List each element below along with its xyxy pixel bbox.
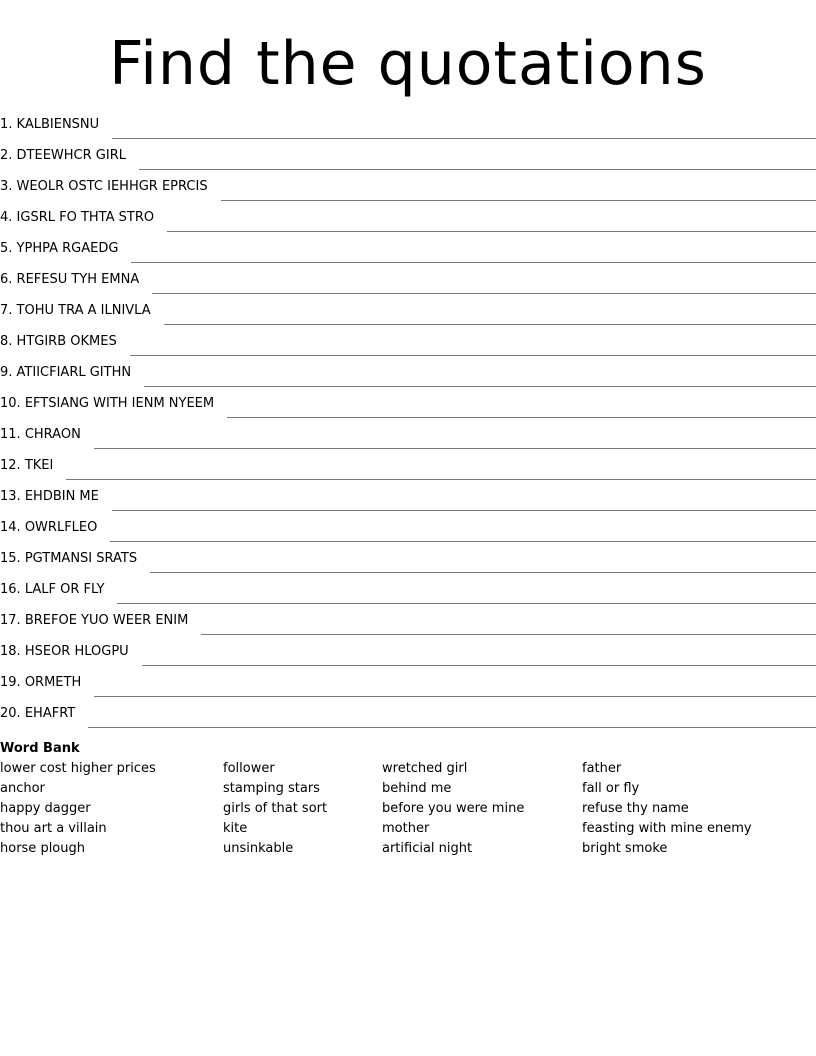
answer-line[interactable] [201,616,816,635]
word-bank-item: stamping stars [223,781,320,796]
question-number: 3. [0,179,13,194]
answer-line[interactable] [112,120,816,139]
question-row [0,481,816,512]
scrambled-word: WEOLR OSTC IEHHGR EPRCIS [16,179,208,194]
question-number: 6. [0,272,13,287]
scrambled-word: EFTSIANG WITH IENM NYEEM [24,396,215,411]
question-number: 9. [0,365,13,380]
question-row [0,450,816,481]
answer-line[interactable] [164,306,816,325]
answer-line[interactable] [150,554,816,573]
word-bank-item: before you were mine [382,801,525,816]
scrambled-word: OWRLFLEO [24,520,98,535]
word-bank-column-1 [0,759,156,859]
word-bank-item: behind me [382,781,452,796]
question-text [0,643,129,667]
word-bank [0,739,816,856]
word-bank-item: feasting with mine enemy [582,821,752,836]
word-bank-item: bright smoke [582,841,668,856]
question-row [0,202,816,233]
scrambled-word: BREFOE YUO WEER ENIM [24,613,189,628]
answer-line[interactable] [117,585,816,604]
question-text [0,240,118,264]
question-row [0,419,816,450]
question-number: 13. [0,489,21,504]
word-bank-item: happy dagger [0,801,91,816]
question-row [0,605,816,636]
question-row [0,388,816,419]
question-row [0,109,816,140]
scrambled-word: IGSRL FO THTA STRO [16,210,155,225]
scrambled-word: DTEEWHCR GIRL [16,148,126,163]
question-number: 7. [0,303,13,318]
answer-line[interactable] [130,337,816,356]
question-number: 5. [0,241,13,256]
question-number: 15. [0,551,21,566]
question-row [0,171,816,202]
answer-line[interactable] [131,244,816,263]
question-number: 12. [0,458,21,473]
question-text [0,395,214,419]
question-text [0,271,139,295]
question-number: 20. [0,706,21,721]
word-bank-item: girls of that sort [223,801,328,816]
scrambled-word: KALBIENSNU [16,117,100,132]
word-bank-item: refuse thy name [582,801,689,816]
question-number: 4. [0,210,13,225]
word-bank-item: wretched girl [382,761,468,776]
question-row [0,233,816,264]
word-bank-item: lower cost higher prices [0,761,156,776]
question-number: 1. [0,117,13,132]
question-text [0,426,81,450]
question-row [0,295,816,326]
question-text [0,612,188,636]
question-list [0,109,816,729]
question-text [0,147,126,171]
answer-line[interactable] [110,523,816,542]
question-row [0,264,816,295]
scrambled-word: EHDBIN ME [24,489,99,504]
word-bank-column-2 [223,759,327,859]
word-bank-item: horse plough [0,841,85,856]
scrambled-word: ORMETH [24,675,82,690]
word-bank-item: mother [382,821,430,836]
question-number: 8. [0,334,13,349]
word-bank-column-3 [382,759,524,859]
question-row [0,667,816,698]
question-number: 11. [0,427,21,442]
question-text [0,364,131,388]
answer-line[interactable] [94,678,816,697]
word-bank-item: fall or fly [582,781,640,796]
answer-line[interactable] [152,275,816,294]
answer-line[interactable] [88,709,816,728]
scrambled-word: HTGIRB OKMES [16,334,117,349]
word-bank-item: artificial night [382,841,473,856]
scrambled-word: CHRAON [24,427,81,442]
question-row [0,698,816,729]
question-number: 19. [0,675,21,690]
answer-line[interactable] [139,151,816,170]
question-text [0,302,151,326]
answer-line[interactable] [66,461,816,480]
word-bank-item: anchor [0,781,45,796]
question-number: 17. [0,613,21,628]
answer-line[interactable] [142,647,816,666]
question-text [0,550,137,574]
question-row [0,140,816,171]
scrambled-word: ATIICFIARL GITHN [16,365,132,380]
question-text [0,488,99,512]
scrambled-word: YPHPA RGAEDG [16,241,119,256]
scrambled-word: REFESU TYH EMNA [16,272,140,287]
question-number: 18. [0,644,21,659]
question-row [0,326,816,357]
question-row [0,636,816,667]
word-bank-heading: Word Bank [0,741,80,756]
scrambled-word: PGTMANSI SRATS [24,551,138,566]
question-text [0,178,208,202]
word-bank-item: unsinkable [223,841,294,856]
answer-line[interactable] [221,182,816,201]
question-number: 2. [0,148,13,163]
question-text [0,457,53,481]
question-row [0,357,816,388]
question-text [0,705,75,729]
answer-line[interactable] [144,368,816,387]
question-text [0,116,99,140]
word-bank-column-4 [582,759,752,859]
scrambled-word: EHAFRT [24,706,76,721]
question-text [0,333,117,357]
word-bank-item: kite [223,821,248,836]
question-number: 10. [0,396,21,411]
question-text [0,209,154,233]
answer-line[interactable] [227,399,816,418]
word-bank-item: follower [223,761,275,776]
scrambled-word: TKEI [24,458,54,473]
question-row [0,574,816,605]
scrambled-word: TOHU TRA A ILNIVLA [16,303,151,318]
word-bank-item: father [582,761,622,776]
question-text [0,674,81,698]
scrambled-word: HSEOR HLOGPU [24,644,129,659]
question-text [0,519,97,543]
question-row [0,543,816,574]
worksheet-title: Find the quotations [109,29,707,99]
word-bank-item: thou art a villain [0,821,107,836]
scrambled-word: LALF OR FLY [24,582,105,597]
question-text [0,581,104,605]
question-number: 16. [0,582,21,597]
question-row [0,512,816,543]
answer-line[interactable] [167,213,816,232]
answer-line[interactable] [94,430,816,449]
question-number: 14. [0,520,21,535]
answer-line[interactable] [112,492,816,511]
